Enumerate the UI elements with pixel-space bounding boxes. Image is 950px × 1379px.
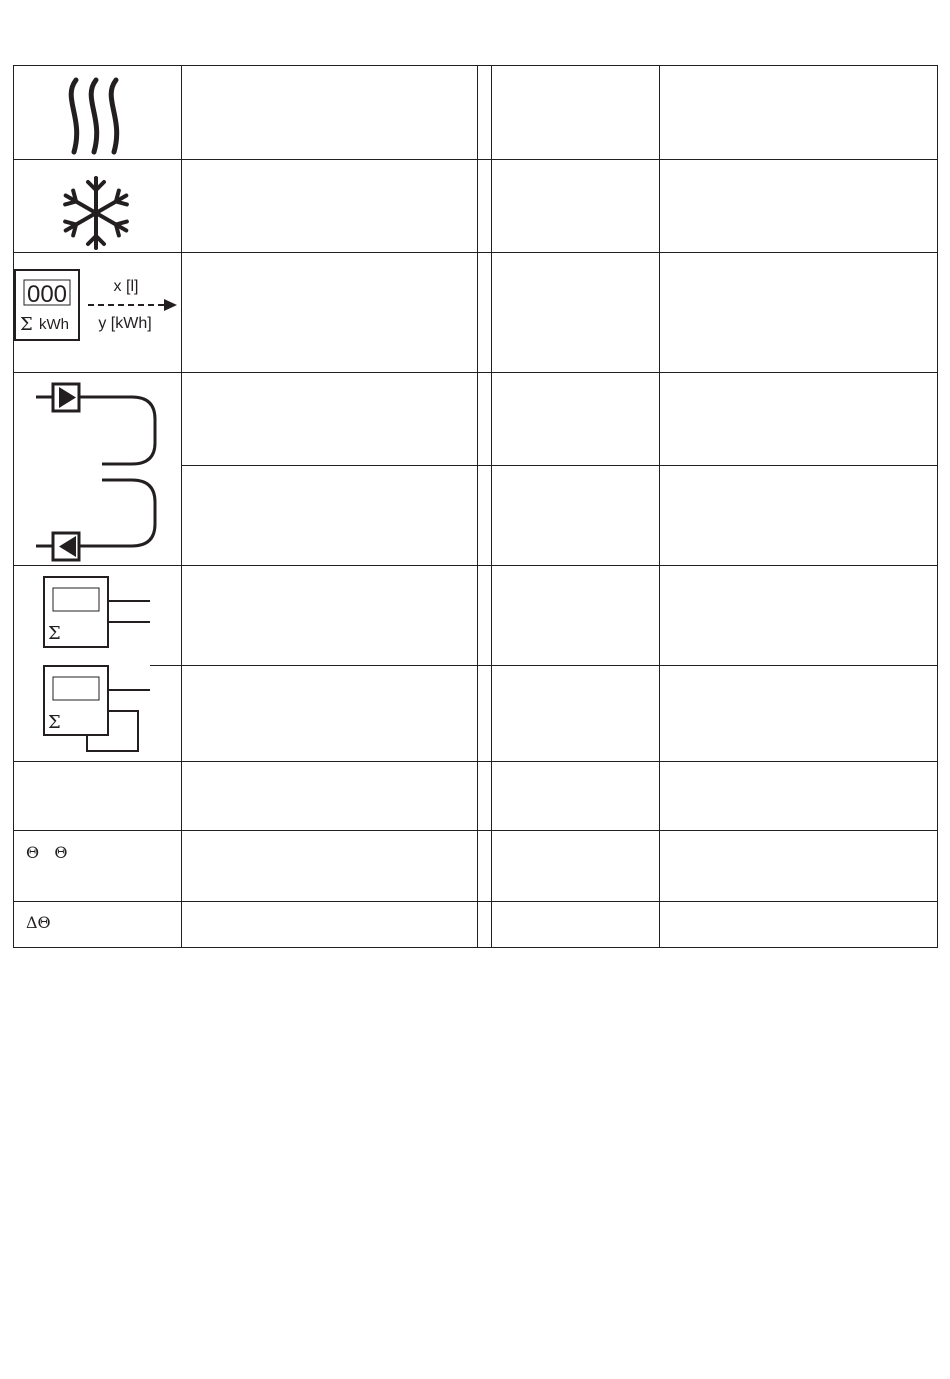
column-divider xyxy=(181,65,182,948)
meter-loop-icon xyxy=(14,666,181,761)
row-divider xyxy=(13,830,938,831)
row-divider xyxy=(13,947,938,948)
symbol-cell-meter-two-lines xyxy=(14,566,181,665)
column-divider xyxy=(659,65,660,948)
sum-unit: kWh xyxy=(39,316,69,333)
symbol-cell-meter-conversion xyxy=(0,253,181,372)
symbol-cell-meter-loop xyxy=(14,666,181,761)
snowflake-icon xyxy=(14,160,181,252)
sum-symbol: Σ xyxy=(48,623,61,644)
symbol-cell-flow-forward xyxy=(14,373,181,465)
sum-symbol: Σ xyxy=(48,712,61,733)
symbol-cell-cooling xyxy=(14,160,181,252)
row-divider xyxy=(13,901,938,902)
heat-waves-icon xyxy=(14,66,181,159)
symbol-cell-heating xyxy=(14,66,181,159)
column-divider xyxy=(477,65,478,948)
energy-meter-conversion-icon xyxy=(0,253,181,372)
column-divider xyxy=(937,65,938,948)
temperature-difference-symbol: ΔΘ xyxy=(26,913,51,932)
input-label: x [l] xyxy=(113,278,139,295)
symbol-cell-flow-return xyxy=(14,466,181,565)
column-divider xyxy=(491,65,492,948)
temperature-symbols: Θ Θ xyxy=(26,843,68,862)
flow-supply-pipe-icon xyxy=(14,373,181,465)
row-divider xyxy=(150,665,938,666)
flow-return-pipe-icon xyxy=(14,466,181,565)
meter-two-lines-icon xyxy=(14,566,181,665)
row-divider xyxy=(13,761,938,762)
row-divider xyxy=(181,465,938,466)
output-label: y [kWh] xyxy=(98,315,152,332)
sum-symbol: Σ xyxy=(20,314,33,335)
counter-digits: 000 xyxy=(26,281,68,308)
